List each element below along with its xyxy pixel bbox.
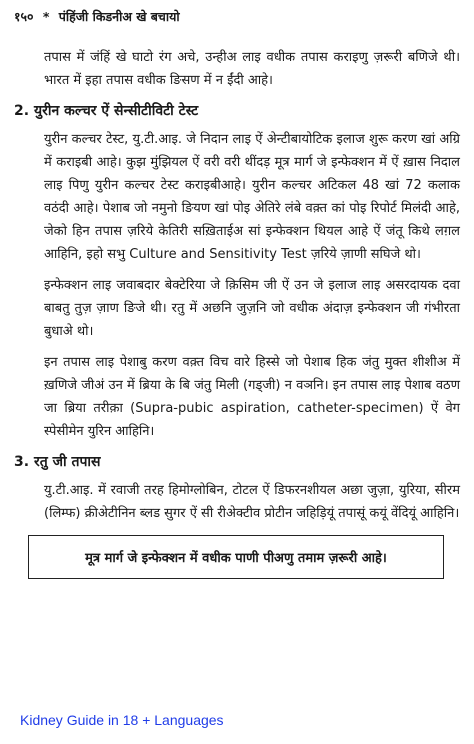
page-number: १५० <box>14 9 34 24</box>
separator-star: * <box>42 9 50 24</box>
section-number: 3. <box>14 454 30 470</box>
section-title: रतु जी तपास <box>34 454 101 470</box>
callout-box: मूत्र मार्ग जे इन्फेक्शन में वधीक पाणी पीअणु तमाम ज़रूरी आहे। <box>28 535 444 579</box>
page-header <box>14 8 460 25</box>
intro-paragraph: तपास में जंहिं खे घाटो रंग अचे, उन्हीअ लाइ वधीक तपास कराइणु ज़रूरी बणिजे थी। भारत में इहा तपास वधीक ङिसण में न ईंदी आहे। <box>44 50 460 88</box>
page-content <box>14 46 460 579</box>
section-title: युरीन कल्चर ऐं सेन्सीटीविटी टेस्ट <box>34 103 199 119</box>
footer-link[interactable]: Kidney Guide in 18 + Languages <box>20 712 224 728</box>
book-title: पंहिंजी किडनीअ खे बचायो <box>58 9 180 24</box>
urine-culture-paragraph-3: इन तपास लाइ पेशाबु करण वक़्त विच वारे हिस्से जो पेशाब हिक जंतु मुक्त शीशीअ में ख़णिजे जीअं उन में ब्रिया के बि जंतु मिली (गड्जी) न वञनि। इन तपास लाइ पेशाब वठण जा ब्रिया तरीक़ा (Supra-pubic aspiration, catheter-specimen) ऐं वेग स्पेसीमेन युरिन आहिनि। <box>44 355 460 439</box>
urine-culture-paragraph-1: युरीन कल्चर टेस्ट, यु.टी.आइ. जे निदान लाइ ऐं अेन्टीबायोटिक इलाज शुरू करण खां अग्रि में कराइबी आहे। कुझ मुंझियल ऐं वरी वरी थींदड़ मूत्र मार्ग जे इन्फेक्शन में ऐं ख़ास निदाल लाइ पिणु युरीन कल्चर टेस्ट कराइबीआहे। युरीन कल्चर अटिकल 48 खां 72 कलाक वठंदी आहे। पेशाब जो नमुनो ङियण खां पोइ अेतिरे लंबे वक़्त कां पोइ रिपोर्ट मिलंदी आहे, जेको हिन तपास ज़रिये केतिरी सख़िताईअ सां इन्फेक्शन थियल आहे ऐं जंतू किथे लग़ल आहिनि, इहो सभु Culture and Sensitivity Test ज़रिये ज़ाणी सघिजे थो। <box>44 132 460 262</box>
section-heading-blood-test <box>14 451 460 473</box>
blood-test-paragraph: यु.टी.आइ. में रवाजी तरह हिमोग्लोबिन, टोटल ऐं डिफरनशीयल अछा जुज़ा, युरिया, सीरम (लिम्फ) क्रीअेटीनिन ब्लड सुगर ऐं सी रीअेक्टीव प्रोटीन जहिड़ियूं तपासूं कयूं वेंदियूं आहिनि। <box>44 483 460 521</box>
urine-culture-paragraph-2: इन्फेक्शन लाइ जवाबदार बेक्टेरिया जे क़िसिम जी ऐं उन जे इलाज लाइ असरदायक दवा बाबतु तुज़ ज़ाण ङिजे थी। रतु में अछनि जुज़नि जो वधीक अंदाज़ इन्फेक्शन जी गंभीरता बुधाअे थो। <box>44 278 460 339</box>
section-heading-urine-culture <box>14 100 460 122</box>
section-number: 2. <box>14 103 30 119</box>
